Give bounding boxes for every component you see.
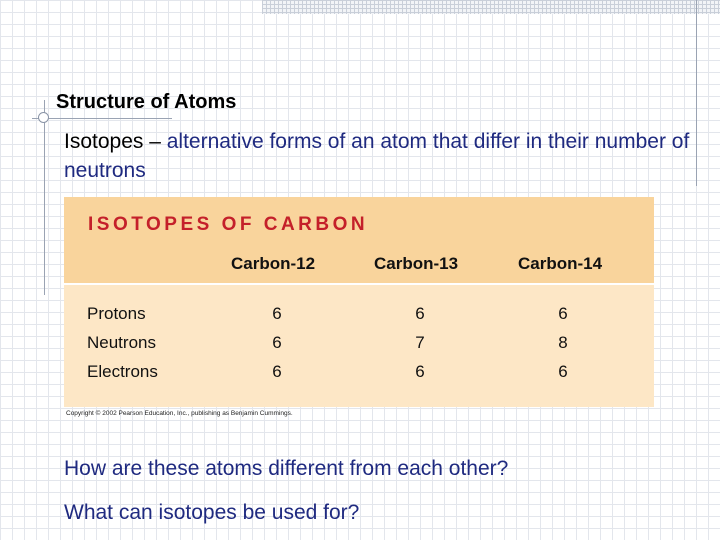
figure-title: ISOTOPES OF CARBON <box>88 214 369 235</box>
table-cell: 6 <box>415 304 425 323</box>
table-cell: 6 <box>272 362 282 381</box>
row-label-neutrons: Neutrons <box>87 333 156 352</box>
row-label-protons: Protons <box>87 304 146 323</box>
question-uses: What can isotopes be used for? <box>64 501 360 524</box>
decorative-rule-horizontal <box>32 118 172 119</box>
table-cell: 7 <box>415 333 425 352</box>
decorative-rule-left <box>44 100 45 295</box>
definition-text: alternative forms of an atom that differ in their number of neutrons <box>64 130 690 182</box>
column-header-carbon-12: Carbon-12 <box>231 254 316 273</box>
table-cell: 6 <box>415 362 425 381</box>
question-differences: How are these atoms different from each other? <box>64 457 509 480</box>
table-cell: 6 <box>558 362 568 381</box>
column-header-carbon-13: Carbon-13 <box>374 254 459 273</box>
isotopes-table-figure <box>64 197 654 407</box>
row-label-electrons: Electrons <box>87 362 158 381</box>
table-cell: 6 <box>272 333 282 352</box>
table-cell: 8 <box>558 333 568 352</box>
table-cell: 6 <box>272 304 282 323</box>
decorative-ring-icon <box>38 112 49 123</box>
definition-term: Isotopes – <box>64 130 161 153</box>
figure-copyright: Copyright © 2002 Pearson Education, Inc., publishing as Benjamin Cummings. <box>66 410 293 417</box>
column-header-carbon-14: Carbon-14 <box>518 254 603 273</box>
isotope-definition <box>64 127 704 185</box>
header-pattern <box>262 0 720 14</box>
table-cell: 6 <box>558 304 568 323</box>
slide-title: Structure of Atoms <box>56 91 237 113</box>
figure-divider <box>64 283 654 285</box>
